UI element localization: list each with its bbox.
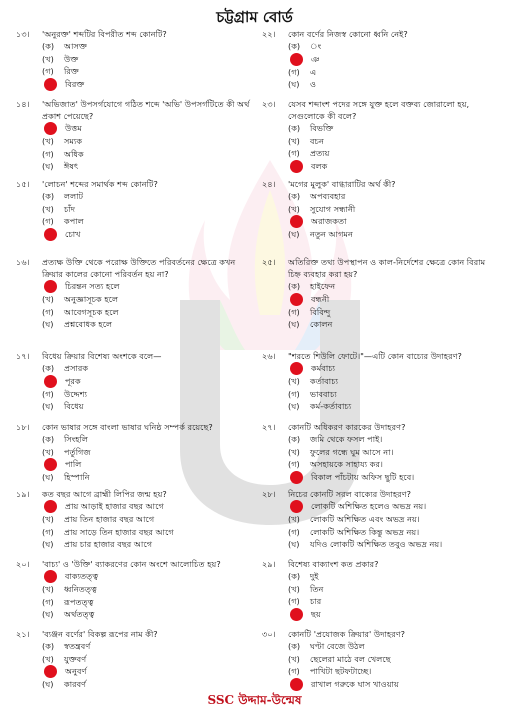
question-text: কোন বর্ণের নিজস্ব কোনো ধ্বনি নেই?	[288, 29, 408, 39]
correct-answer-marker	[290, 608, 303, 621]
option-label: (ক)	[42, 191, 55, 201]
option-label: (ক)	[288, 571, 301, 581]
question-item	[262, 256, 500, 331]
option-correct	[16, 122, 254, 135]
option-text: অপব্যবহার	[310, 191, 346, 201]
question-item	[16, 488, 254, 551]
question-header	[262, 28, 500, 40]
question-header	[16, 28, 254, 40]
correct-answer-marker	[44, 122, 57, 135]
option	[262, 147, 500, 160]
question-header	[262, 350, 500, 362]
option	[16, 653, 254, 666]
option-text: আবেগসূচক হলে	[64, 306, 119, 317]
question-text: কোনটি অধিকরণ কারকের উদাহরণ?	[288, 422, 406, 432]
question-header	[262, 488, 500, 500]
option-label: (খ)	[288, 446, 300, 457]
question-number: ২০।	[16, 559, 30, 569]
option	[16, 293, 254, 306]
correct-answer-marker	[44, 458, 57, 471]
option-text: কপাল	[64, 216, 84, 226]
option-label: (গ)	[42, 388, 54, 399]
option	[262, 446, 500, 459]
option-text: সম্যক	[64, 136, 83, 146]
option-label: (ঘ)	[288, 319, 300, 329]
question-number: ১৯।	[16, 489, 30, 499]
option-text: বলক	[311, 160, 328, 171]
question-item	[16, 350, 254, 413]
option	[16, 40, 254, 53]
option-text: উক্ত	[64, 53, 79, 64]
question-text: 'মগের মুলুক' বাগ্ধারাটির অর্থ কী?	[288, 179, 396, 189]
option	[262, 400, 500, 413]
option-text: কারবর্ণ	[64, 679, 87, 689]
option-text: চিরন্তন সত্য হলে	[65, 281, 120, 292]
option-label: (গ)	[42, 306, 54, 317]
option-label: (ঘ)	[288, 229, 300, 239]
question-header	[16, 421, 254, 433]
option	[16, 513, 254, 526]
question-item	[262, 628, 500, 691]
option-correct	[16, 665, 254, 678]
option-text: ভাববাচ্য	[310, 388, 337, 399]
option-text: ঞ	[311, 53, 320, 64]
option-text: অসহায়কে সাহায্য কর।	[310, 459, 383, 469]
option-text: পালি	[65, 459, 82, 470]
question-number: ১৫।	[16, 179, 30, 189]
question-text: 'অনুরক্ত' শব্দটির বিপরীত শব্দ কোনটি?	[42, 29, 167, 39]
option	[16, 215, 254, 228]
option	[262, 280, 500, 293]
option-correct	[16, 228, 254, 241]
option	[16, 538, 254, 551]
option-correct	[16, 458, 254, 471]
correct-answer-marker	[290, 160, 303, 173]
option-label: (গ)	[42, 216, 54, 226]
option-label: (গ)	[288, 306, 300, 317]
question-item	[262, 98, 500, 173]
option-text: চোখ	[65, 228, 81, 239]
option-label: (খ)	[42, 653, 54, 664]
option-correct	[262, 471, 500, 484]
correct-answer-marker	[290, 471, 303, 484]
option	[262, 433, 500, 446]
question-item	[262, 421, 500, 484]
option-text: চাঁদ	[64, 203, 76, 214]
question-header	[16, 98, 254, 122]
option-text: প্রসারক	[64, 363, 89, 373]
option-label: (খ)	[288, 376, 300, 386]
option	[16, 446, 254, 459]
option	[262, 318, 500, 331]
option-label: (খ)	[288, 203, 300, 214]
option-correct	[262, 293, 500, 306]
option-correct	[262, 500, 500, 513]
option-text: ললাট	[64, 191, 84, 201]
option	[262, 135, 500, 148]
option-text: প্রশ্নবোধক হলে	[64, 319, 113, 329]
correct-answer-marker	[44, 570, 57, 583]
option-text: ছয়	[311, 608, 321, 619]
option	[16, 135, 254, 148]
option-label: (গ)	[42, 596, 54, 607]
correct-answer-marker	[290, 293, 303, 306]
option-label: (ক)	[42, 434, 55, 444]
option-label: (খ)	[288, 653, 300, 664]
question-item	[262, 488, 500, 551]
option-text: প্রায় সাড়ে তিন হাজার বছর আগে	[64, 526, 174, 537]
question-item	[262, 558, 500, 621]
correct-answer-marker	[290, 678, 303, 691]
option	[16, 190, 254, 203]
option-text: প্রায় আড়াই হাজার বছর আগে	[65, 501, 164, 512]
question-text: কোন ভাষার সঙ্গে বাংলা ভাষার ঘনিষ্ঠ সম্পর্ক রয়েছে?	[42, 422, 213, 432]
question-text: যেসব শব্দাংশ পদের সঙ্গে যুক্ত হলে বক্তব্য জোরালো হয়, সেগুলোকে কী বলে?	[288, 99, 470, 121]
question-header	[262, 256, 500, 280]
option	[262, 122, 500, 135]
option-label: (ঘ)	[42, 539, 54, 549]
question-header	[16, 178, 254, 190]
option	[16, 433, 254, 446]
option-text: ধ্বনিতত্ত্ব	[64, 584, 97, 594]
option-text: বাক্যতত্ত্ব	[65, 571, 99, 582]
option	[262, 458, 500, 471]
option-label: (গ)	[288, 459, 300, 469]
option-text: বিভক্তি	[310, 123, 334, 133]
question-number: ১৬।	[16, 257, 30, 267]
correct-answer-marker	[44, 665, 57, 678]
option-text: বিকাল পাঁচটায় অফিস ছুটি হবে।	[311, 471, 415, 482]
option-label: (গ)	[288, 66, 300, 77]
option-text: প্রায় তিন হাজার বছর আগে	[64, 514, 155, 524]
correct-answer-marker	[290, 500, 303, 513]
option	[16, 400, 254, 413]
option-text: লোকটি অশিক্ষিত হলেও অভদ্র নয়।	[311, 501, 427, 512]
option	[16, 203, 254, 216]
question-text: বিশেষ্য বাক্যাংশ কত প্রকার?	[288, 559, 379, 569]
option	[262, 306, 500, 319]
option-correct	[262, 53, 500, 66]
option	[262, 228, 500, 241]
question-header	[262, 421, 500, 433]
option-correct	[16, 375, 254, 388]
option-label: (খ)	[288, 135, 300, 146]
option	[16, 596, 254, 609]
correct-answer-marker	[44, 500, 57, 513]
option-label: (গ)	[42, 66, 54, 76]
option-label: (ঘ)	[42, 319, 54, 329]
option-label: (খ)	[288, 514, 300, 524]
option-label: (ক)	[288, 191, 301, 201]
option-label: (গ)	[42, 148, 54, 159]
option-text: যদিও লোকটি অশিক্ষিত তবুও অভদ্র নয়।	[310, 539, 443, 549]
option-label: (খ)	[42, 446, 54, 457]
correct-answer-marker	[290, 215, 303, 228]
question-number: ২৪।	[262, 179, 276, 189]
option-text: আসক্ত	[64, 41, 87, 51]
option	[262, 583, 500, 596]
option	[16, 362, 254, 375]
option-label: (ঘ)	[42, 472, 54, 482]
question-item	[262, 178, 500, 241]
question-header	[16, 350, 254, 362]
option-text: বিবিন্দু	[310, 306, 331, 317]
option-label: (খ)	[42, 53, 54, 64]
question-number: ২২।	[262, 29, 276, 39]
question-number: ২১।	[16, 629, 30, 639]
option-correct	[262, 215, 500, 228]
question-header	[16, 628, 254, 640]
question-number: ২৩।	[262, 99, 276, 109]
question-number: ২৫।	[262, 257, 276, 267]
option	[262, 570, 500, 583]
question-text: কত বছর আগে ব্রাহ্মী লিপির জন্ম হয়?	[42, 489, 167, 499]
option	[16, 65, 254, 78]
option-label: (ক)	[288, 434, 301, 444]
option-text: ফুলের গন্ধে ঘুম আসে না।	[310, 446, 394, 457]
question-item	[16, 421, 254, 484]
option	[262, 203, 500, 216]
option-text: তিন	[310, 583, 324, 594]
correct-answer-marker	[290, 362, 303, 375]
option-text: কোলন	[310, 319, 333, 329]
option	[16, 608, 254, 621]
option-label: (ঘ)	[42, 609, 54, 619]
option-label: (গ)	[288, 388, 300, 399]
question-header	[16, 558, 254, 570]
question-item	[262, 28, 500, 91]
option-label: (গ)	[288, 148, 300, 158]
option-label: (ঘ)	[288, 539, 300, 549]
option-text: ঘণ্টা বেজে উঠল	[310, 641, 365, 651]
option-text: হিস্পানি	[64, 472, 90, 482]
option-text: দুই	[310, 571, 319, 581]
option-text: সুযোগ সন্ধানী	[310, 203, 356, 214]
option-text: অর্থতত্ত্ব	[64, 609, 95, 619]
option-label: (খ)	[288, 583, 300, 594]
option-label: (ক)	[288, 41, 301, 51]
option-text: বিরক্ত	[65, 78, 85, 89]
option	[262, 375, 500, 388]
option-text: রাখাল গরুকে ঘাস খাওয়ায়	[311, 678, 399, 689]
option	[16, 160, 254, 173]
question-number: ৩০।	[262, 629, 276, 639]
option	[262, 388, 500, 401]
option-correct	[262, 608, 500, 621]
option-text: চার	[310, 596, 322, 606]
option-text: লোকটি অশিক্ষিত কিন্তু অভদ্র নয়।	[310, 526, 420, 537]
question-text: অতিরিক্ত তথ্য উপস্থাপন ও কাল-নির্দেশের ক্ষেত্রে কোন বিরাম চিহ্ন ব্যবহার করা হয়?	[288, 257, 486, 279]
option	[262, 653, 500, 666]
option-text: কর্মবাচ্য	[311, 363, 335, 374]
question-header	[262, 628, 500, 640]
option-label: (গ)	[42, 526, 54, 537]
question-item	[16, 178, 254, 241]
option-label: (খ)	[42, 294, 54, 304]
question-text: নিচের কোনটি সরল বাক্যের উদাহরণ?	[288, 489, 411, 499]
option	[16, 471, 254, 484]
option-label: (ক)	[288, 281, 301, 291]
option-text: লোকটি অশিক্ষিত এবং অভদ্র নয়।	[310, 514, 420, 524]
option	[262, 538, 500, 551]
option-text: পর্তুগিজ	[64, 446, 91, 457]
option-text: এ	[310, 66, 317, 77]
question-header	[16, 488, 254, 500]
option-correct	[262, 160, 500, 173]
question-text: 'বাচ্য' ও 'উক্তি' ব্যাকরণের কোন অংশে আলোচিত হয়?	[42, 559, 221, 569]
option	[16, 53, 254, 66]
question-number: ১৭।	[16, 351, 30, 361]
option-correct	[16, 500, 254, 513]
option-text: পূরক	[65, 375, 81, 386]
footer-brand: SSC উদ্দাম-উন্মেষ	[207, 693, 302, 707]
option	[262, 78, 500, 91]
option-label: (ক)	[288, 641, 301, 651]
question-number: ২৯।	[262, 559, 276, 569]
option-text: ও	[310, 79, 317, 89]
question-text: 'লোচন' শব্দের সমার্থক শব্দ কোনটি?	[42, 179, 158, 189]
option	[262, 640, 500, 653]
option-label: (ঘ)	[42, 401, 54, 411]
option-text: ছেলেরা মাঠে বল খেলছে	[310, 653, 391, 664]
question-header	[262, 98, 500, 122]
option-text: অনুবর্ণ	[65, 666, 87, 677]
option-label: (ক)	[42, 363, 55, 373]
option-label: (ক)	[288, 123, 301, 133]
page-title: চট্টগ্রাম বোর্ড	[216, 8, 293, 26]
question-text: 'ব্যঞ্জন বর্ণের' বিকল্প রূপের নাম কী?	[42, 629, 158, 639]
option-text: জমি থেকে ফসল পাই।	[310, 434, 383, 444]
question-text: প্রত্যক্ষ উক্তি থেকে পরোক্ষ উক্তিতে পরিবর্তনের ক্ষেত্রে কখন ক্রিয়ার কালের কোনো পরিবর্তন হয় না?	[42, 257, 236, 279]
option-label: (ঘ)	[288, 401, 300, 411]
option	[16, 306, 254, 319]
option-text: প্রত্যয়	[310, 148, 330, 158]
option-text: রিক্ত	[64, 66, 79, 76]
option	[262, 665, 500, 678]
option-correct	[16, 280, 254, 293]
question-number: ১৪।	[16, 99, 30, 109]
option-correct	[16, 78, 254, 91]
option-text: নতুন আগমন	[310, 229, 353, 239]
option	[16, 526, 254, 539]
question-text: "শরতে শিউলি ফোটে।"—এটি কোন বাচ্যের উদাহরণ?	[288, 351, 462, 361]
correct-answer-marker	[44, 78, 57, 91]
option	[16, 678, 254, 691]
option-text: কর্ম-কর্তাবাচ্য	[310, 401, 352, 411]
option	[262, 526, 500, 539]
question-number: ২৭।	[262, 422, 276, 432]
option-text: উদ্দেশ্য	[64, 388, 87, 399]
option-text: অধিক	[64, 148, 84, 159]
option-label: (ঘ)	[288, 79, 300, 89]
option-text: রূপতত্ত্ব	[64, 596, 94, 607]
option-text: যুক্তবর্ণ	[64, 653, 87, 664]
option-text: ঈষৎ	[64, 161, 79, 171]
option-text: বন্ধনী	[311, 293, 330, 304]
option-text: উত্তম	[65, 123, 82, 134]
option	[262, 66, 500, 79]
option-label: (ক)	[42, 641, 55, 651]
question-item	[16, 98, 254, 173]
question-item	[16, 256, 254, 331]
option-text: অনুজ্ঞাসূচক হলে	[64, 294, 119, 304]
option-correct	[262, 678, 500, 691]
option-label: (ক)	[42, 41, 55, 51]
option-label: (খ)	[42, 514, 54, 524]
question-header	[262, 558, 500, 570]
option-correct	[16, 570, 254, 583]
option-label: (গ)	[288, 526, 300, 537]
option-text: সিংহলি	[64, 434, 89, 444]
option-text: স্বতন্ত্রবর্ণ	[64, 641, 91, 651]
correct-answer-marker	[290, 53, 303, 66]
option-text: অরাজকতা	[311, 216, 347, 227]
correct-answer-marker	[44, 280, 57, 293]
question-number: ১৩।	[16, 29, 30, 39]
option	[16, 148, 254, 161]
question-text: কোনটি 'প্রযোজক ক্রিয়ার' উদাহরণ?	[288, 629, 406, 639]
question-header	[16, 256, 254, 280]
question-header	[262, 178, 500, 190]
question-item	[16, 28, 254, 91]
question-text: 'অভিজাত' উপসর্গযোগে গঠিত শব্দে 'অভি' উপসর্গটিতে কী অর্থ প্রকাশ পেয়েছে?	[42, 99, 250, 121]
option-text: বিধেয়	[64, 401, 84, 411]
question-item	[16, 558, 254, 621]
option-text: পাখিটা ছটফটাচ্ছে।	[310, 666, 372, 676]
option	[262, 190, 500, 203]
option-correct	[262, 362, 500, 375]
option-text: কর্তাবাচ্য	[310, 376, 338, 386]
question-text: বিধেয় ক্রিয়ার বিশেষ্য অংশকে বলে—	[42, 351, 162, 361]
option-label: (ঘ)	[42, 679, 54, 689]
question-number: ১৮।	[16, 422, 30, 432]
option-label: (ঘ)	[42, 161, 54, 171]
correct-answer-marker	[44, 375, 57, 388]
question-item	[262, 350, 500, 413]
option-label: (গ)	[288, 666, 300, 676]
option-text: হাইফেন	[310, 281, 336, 291]
correct-answer-marker	[44, 228, 57, 241]
option	[262, 513, 500, 526]
option	[16, 318, 254, 331]
question-number: ২৮।	[262, 489, 276, 499]
option	[262, 595, 500, 608]
option-label: (খ)	[42, 584, 54, 594]
option	[262, 40, 500, 53]
option-text: বচন	[310, 135, 324, 146]
question-item	[16, 628, 254, 691]
option-text: ং	[310, 41, 322, 51]
option-label: (খ)	[42, 203, 54, 214]
question-number: ২৬।	[262, 351, 276, 361]
option	[16, 640, 254, 653]
option-text: প্রায় চার হাজার বছর আগে	[64, 539, 153, 549]
option-label: (গ)	[288, 596, 300, 606]
option-label: (খ)	[42, 136, 54, 146]
option	[16, 583, 254, 596]
option	[16, 388, 254, 401]
